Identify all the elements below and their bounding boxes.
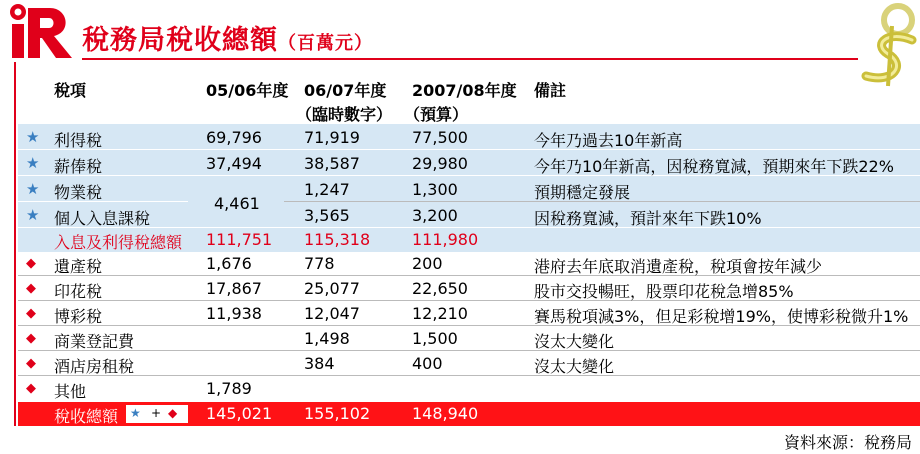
- diamond-icon: ◆: [26, 256, 36, 271]
- row-0607: 778: [304, 254, 335, 273]
- row-divider: [18, 149, 920, 150]
- row-0708: 111,980: [412, 230, 479, 249]
- star-icon: ★: [26, 128, 40, 146]
- row-0506: 1,676: [206, 254, 252, 273]
- row-0607: 115,318: [304, 230, 371, 249]
- row-item: 印花稅: [54, 282, 103, 301]
- row-0708: 12,210: [412, 304, 468, 323]
- row-0708: 148,940: [412, 404, 479, 423]
- row-0708: 1,500: [412, 329, 458, 348]
- table-header: [18, 78, 920, 122]
- star-icon: ★: [130, 406, 141, 420]
- diamond-icon: ◆: [26, 281, 36, 296]
- star-icon: ★: [26, 154, 40, 172]
- row-0506: 17,867: [206, 279, 262, 298]
- row-0506: 1,789: [206, 379, 252, 398]
- header-0708-sub: （預算）: [404, 105, 469, 124]
- row-0708: 200: [412, 254, 443, 273]
- row-0607: 71,919: [304, 128, 360, 147]
- row-0708: 400: [412, 354, 443, 373]
- row-item: 博彩稅: [54, 307, 103, 326]
- header-0708: 2007/08年度: [412, 81, 517, 100]
- row-note: 預期穩定發展: [534, 183, 631, 202]
- table-row: [18, 379, 920, 399]
- source-note: 資料來源：稅務局: [783, 433, 912, 452]
- row-note: 沒太大變化: [534, 332, 615, 351]
- row-0607: 12,047: [304, 304, 360, 323]
- plus-icon: +: [151, 406, 162, 420]
- table-row: [18, 154, 920, 174]
- row-divider: [18, 375, 920, 376]
- row-item: 入息及利得稅總額: [54, 233, 183, 252]
- table-row: [18, 279, 920, 299]
- star-plus-diamond-legend: [126, 405, 188, 423]
- row-0607: 155,102: [304, 404, 371, 423]
- page-title: [82, 18, 373, 57]
- row-divider: [18, 227, 920, 228]
- row-0506: 69,796: [206, 128, 262, 147]
- table-left-border: [14, 62, 16, 426]
- table-row: [18, 304, 920, 324]
- merged-0506-value: 4,461: [214, 194, 260, 213]
- row-item: 遺產稅: [54, 257, 103, 276]
- row-item: 其他: [54, 382, 87, 401]
- row-note: 股市交投暢旺，股票印花稅急增85%: [534, 282, 794, 301]
- row-0708: 1,300: [412, 180, 458, 199]
- row-item: 薪俸稅: [54, 157, 103, 176]
- row-item: 商業登記費: [54, 332, 135, 351]
- title-unit: （百萬元）: [278, 33, 373, 54]
- row-0506: 37,494: [206, 154, 262, 173]
- diamond-icon: ◆: [168, 406, 178, 420]
- row-note: 今年乃10年新高，因稅務寬減，預期來年下跌22%: [534, 157, 894, 176]
- row-note: 賽馬稅項減3%，但足彩稅增19%，使博彩稅微升1%: [534, 307, 909, 326]
- header-0506: 05/06年度: [206, 81, 289, 100]
- row-0506: 11,938: [206, 304, 262, 323]
- row-item: 酒店房租稅: [54, 357, 135, 376]
- header-notes: 備註: [534, 81, 567, 100]
- row-0607: 38,587: [304, 154, 360, 173]
- row-0708: 3,200: [412, 206, 458, 225]
- ir-logo: [6, 2, 76, 60]
- row-0607: 1,498: [304, 329, 350, 348]
- header-0607: 06/07年度: [304, 81, 387, 100]
- star-icon: ★: [26, 180, 40, 198]
- diamond-icon: ◆: [26, 306, 36, 321]
- diamond-icon: ◆: [26, 381, 36, 396]
- table-row: [18, 254, 920, 274]
- row-0506: 111,751: [206, 230, 273, 249]
- subtotal-row: [18, 230, 920, 250]
- title-underline: [82, 58, 858, 60]
- diamond-icon: ◆: [26, 331, 36, 346]
- grand-total-row: [18, 402, 920, 426]
- row-item: 個人入息課稅: [54, 209, 151, 228]
- row-note: 沒太大變化: [534, 357, 615, 376]
- row-0708: 77,500: [412, 128, 468, 147]
- row-note: 今年乃過去10年新高: [534, 131, 683, 150]
- table-row: [18, 128, 920, 148]
- title-main: 稅務局稅收總額: [82, 25, 278, 56]
- row-note: 因稅務寬減，預計來年下跌10%: [534, 209, 762, 228]
- row-0607: 384: [304, 354, 335, 373]
- row-0607: 1,247: [304, 180, 350, 199]
- row-item: 物業稅: [54, 183, 103, 202]
- table-row: [18, 206, 920, 226]
- row-divider: [18, 350, 920, 351]
- row-item: 利得稅: [54, 131, 103, 150]
- diamond-icon: ◆: [26, 356, 36, 371]
- table-row: [18, 354, 920, 374]
- star-icon: ★: [26, 206, 40, 224]
- row-0708: 29,980: [412, 154, 468, 173]
- table-row: [18, 329, 920, 349]
- row-0607: 3,565: [304, 206, 350, 225]
- row-0607: 25,077: [304, 279, 360, 298]
- dollar-sign-icon: [858, 0, 920, 90]
- row-item: 稅收總額: [54, 407, 119, 426]
- row-0708: 22,650: [412, 279, 468, 298]
- row-note: 港府去年底取消遺產稅，稅項會按年減少: [534, 257, 823, 276]
- header-0607-sub: （臨時數字）: [296, 105, 393, 124]
- row-0506: 145,021: [206, 404, 273, 423]
- header-item: 稅項: [54, 81, 87, 100]
